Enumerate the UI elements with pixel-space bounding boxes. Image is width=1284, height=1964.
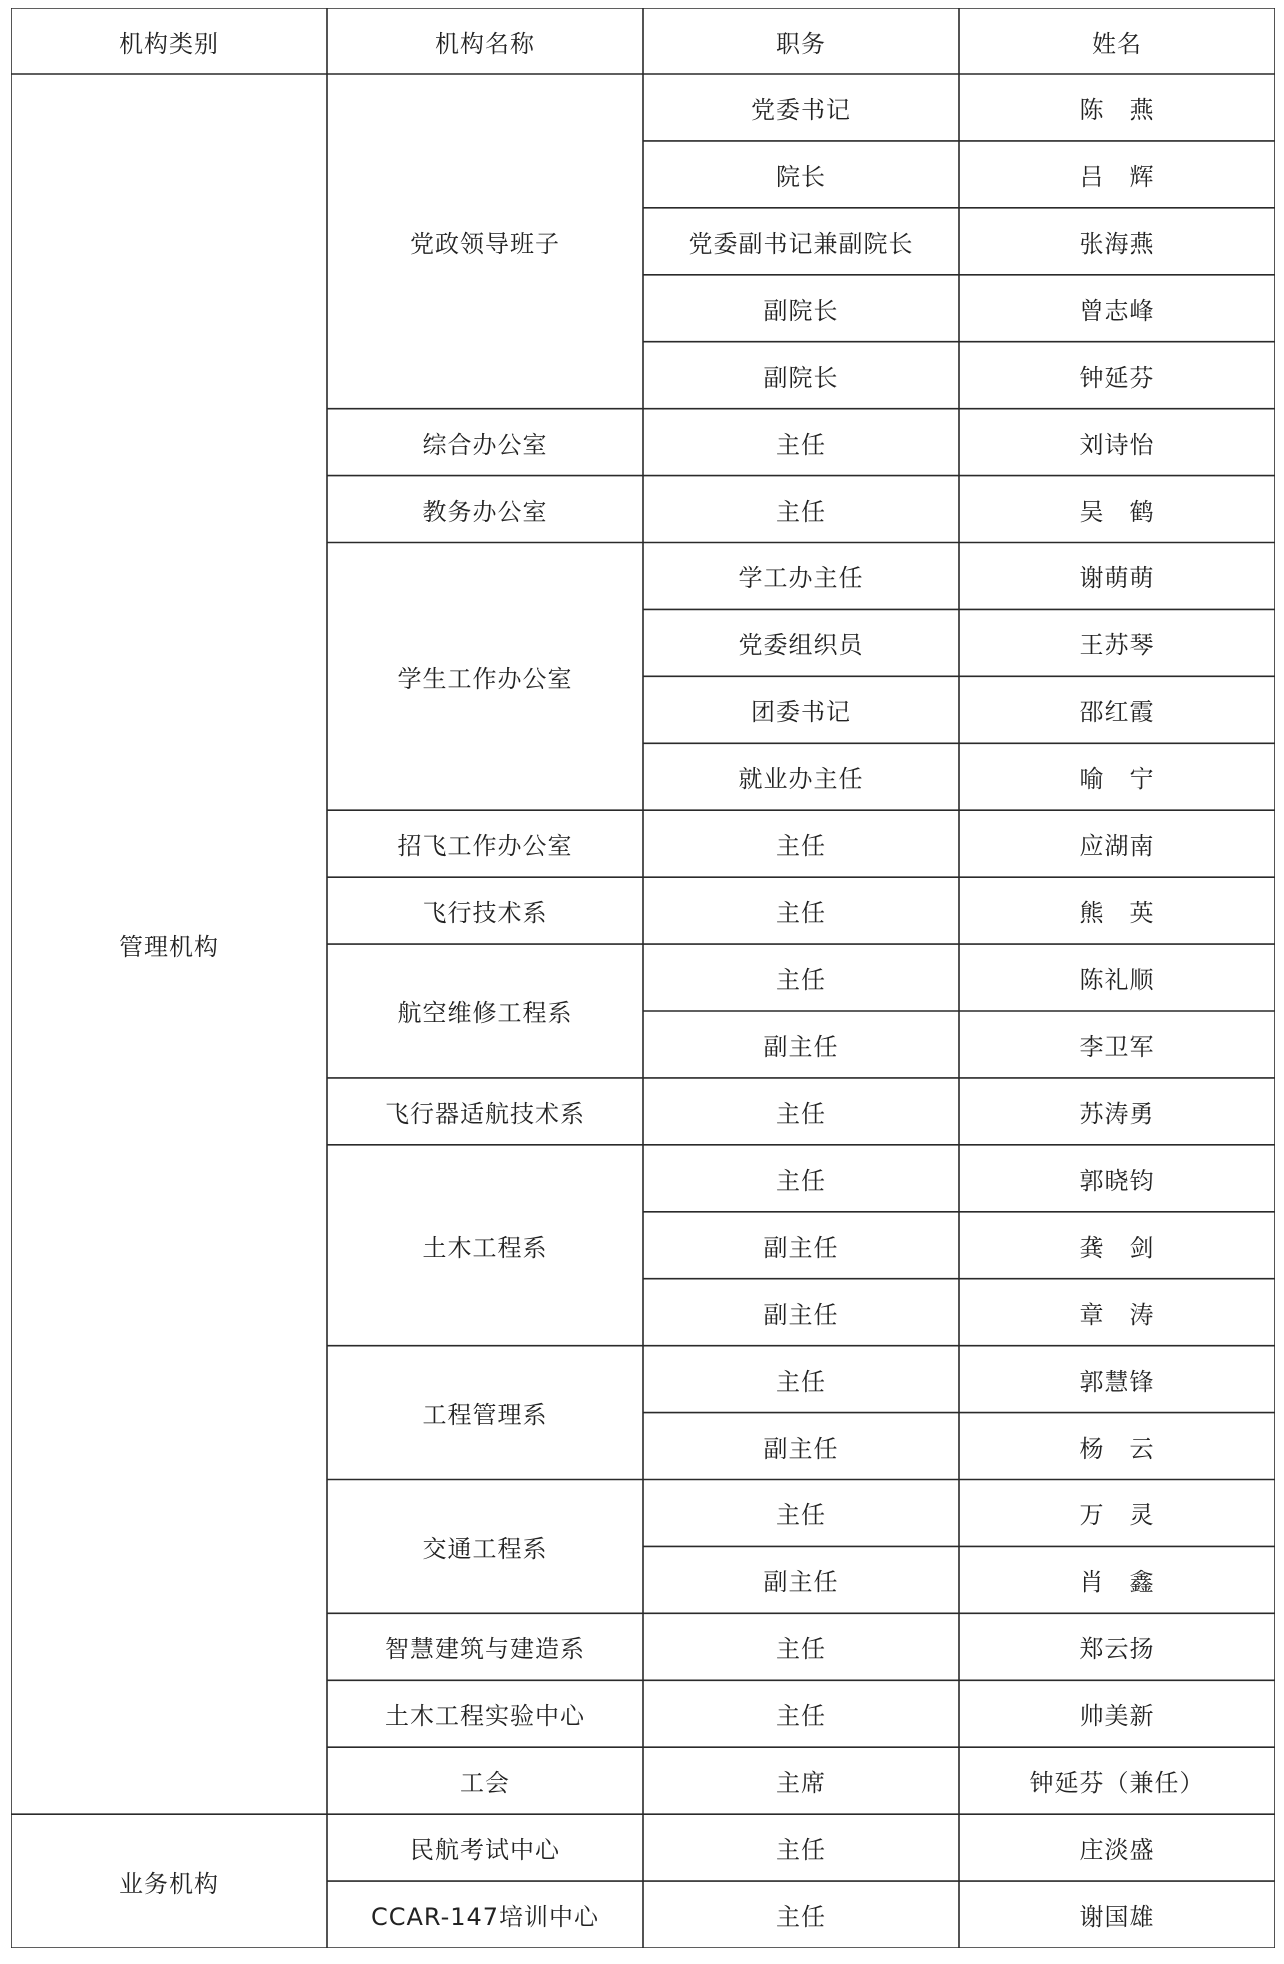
position-cell: 主席 — [776, 1769, 826, 1798]
person-name-cell: 钟延芬（兼任） — [1029, 1769, 1205, 1798]
person-name-cell: 谢萌萌 — [1079, 564, 1155, 593]
header-unit: 机构名称 — [435, 29, 535, 58]
position-cell: 主任 — [776, 1836, 826, 1865]
position-cell: 主任 — [776, 1635, 826, 1664]
unit-name-cell: 党政领导班子 — [410, 229, 560, 258]
position-cell: 主任 — [776, 1903, 826, 1932]
person-name-cell: 刘诗怡 — [1079, 430, 1155, 459]
position-cell: 副主任 — [763, 1300, 839, 1329]
position-cell: 副主任 — [763, 1434, 839, 1463]
position-cell: 副院长 — [763, 296, 839, 325]
person-name-cell: 陈礼顺 — [1079, 966, 1155, 995]
position-cell: 主任 — [776, 832, 826, 861]
unit-name-cell: 学生工作办公室 — [397, 664, 573, 693]
position-cell: 主任 — [776, 1166, 826, 1195]
unit-name-cell: 航空维修工程系 — [397, 999, 573, 1028]
unit-name-cell: 飞行技术系 — [422, 899, 548, 928]
person-name-cell: 龚 剑 — [1079, 1233, 1155, 1262]
unit-name-cell: 智慧建筑与建造系 — [385, 1635, 585, 1664]
unit-name-cell: 土木工程实验中心 — [385, 1702, 585, 1731]
position-cell: 主任 — [776, 966, 826, 995]
position-cell: 主任 — [776, 1367, 826, 1396]
unit-name-cell: 招飞工作办公室 — [397, 832, 573, 861]
position-cell: 主任 — [776, 899, 826, 928]
position-cell: 院长 — [776, 162, 826, 191]
position-cell: 主任 — [776, 497, 826, 526]
person-name-cell: 王苏琴 — [1079, 631, 1155, 660]
position-cell: 就业办主任 — [738, 765, 864, 794]
category-cell: 管理机构 — [119, 932, 219, 961]
unit-name-cell: 教务办公室 — [422, 497, 548, 526]
unit-name-cell: 综合办公室 — [422, 430, 548, 459]
person-name-cell: 喻 宁 — [1079, 765, 1155, 794]
person-name-cell: 郭晓钧 — [1079, 1166, 1155, 1195]
position-cell: 副主任 — [763, 1568, 839, 1597]
person-name-cell: 张海燕 — [1079, 229, 1155, 258]
person-name-cell: 谢国雄 — [1079, 1903, 1155, 1932]
header-name: 姓名 — [1092, 29, 1142, 58]
header-position: 职务 — [776, 29, 826, 58]
unit-name-cell: 土木工程系 — [422, 1233, 548, 1262]
person-name-cell: 熊 英 — [1079, 899, 1155, 928]
unit-name-cell: 飞行器适航技术系 — [385, 1099, 585, 1128]
position-cell: 党委副书记兼副院长 — [688, 229, 914, 258]
person-name-cell: 陈 燕 — [1079, 95, 1155, 124]
person-name-cell: 郑云扬 — [1079, 1635, 1155, 1664]
staff-directory-table — [11, 8, 1275, 1948]
person-name-cell: 苏涛勇 — [1079, 1099, 1155, 1128]
unit-name-cell: 工会 — [460, 1769, 510, 1798]
position-cell: 团委书记 — [751, 698, 851, 727]
unit-name-cell: 工程管理系 — [422, 1401, 548, 1430]
position-cell: 副院长 — [763, 363, 839, 392]
category-cell: 业务机构 — [119, 1869, 219, 1898]
person-name-cell: 李卫军 — [1079, 1032, 1155, 1061]
position-cell: 主任 — [776, 430, 826, 459]
person-name-cell: 郭慧锋 — [1079, 1367, 1155, 1396]
position-cell: 副主任 — [763, 1032, 839, 1061]
person-name-cell: 杨 云 — [1079, 1434, 1155, 1463]
unit-name-cell: CCAR-147培训中心 — [370, 1903, 600, 1932]
position-cell: 副主任 — [763, 1233, 839, 1262]
unit-name-cell: 民航考试中心 — [410, 1836, 560, 1865]
person-name-cell: 吴 鹤 — [1079, 497, 1155, 526]
position-cell: 主任 — [776, 1702, 826, 1731]
person-name-cell: 钟延芬 — [1079, 363, 1155, 392]
position-cell: 学工办主任 — [738, 564, 864, 593]
position-cell: 党委组织员 — [738, 631, 864, 660]
person-name-cell: 万 灵 — [1079, 1501, 1155, 1530]
position-cell: 主任 — [776, 1099, 826, 1128]
unit-name-cell: 交通工程系 — [422, 1534, 548, 1563]
person-name-cell: 吕 辉 — [1079, 162, 1155, 191]
person-name-cell: 章 涛 — [1079, 1300, 1155, 1329]
person-name-cell: 庄淡盛 — [1079, 1836, 1155, 1865]
person-name-cell: 肖 鑫 — [1079, 1568, 1155, 1597]
person-name-cell: 邵红霞 — [1079, 698, 1155, 727]
header-category: 机构类别 — [119, 29, 219, 58]
position-cell: 党委书记 — [751, 95, 851, 124]
position-cell: 主任 — [776, 1501, 826, 1530]
person-name-cell: 曾志峰 — [1079, 296, 1155, 325]
person-name-cell: 应湖南 — [1079, 832, 1155, 861]
person-name-cell: 帅美新 — [1079, 1702, 1155, 1731]
